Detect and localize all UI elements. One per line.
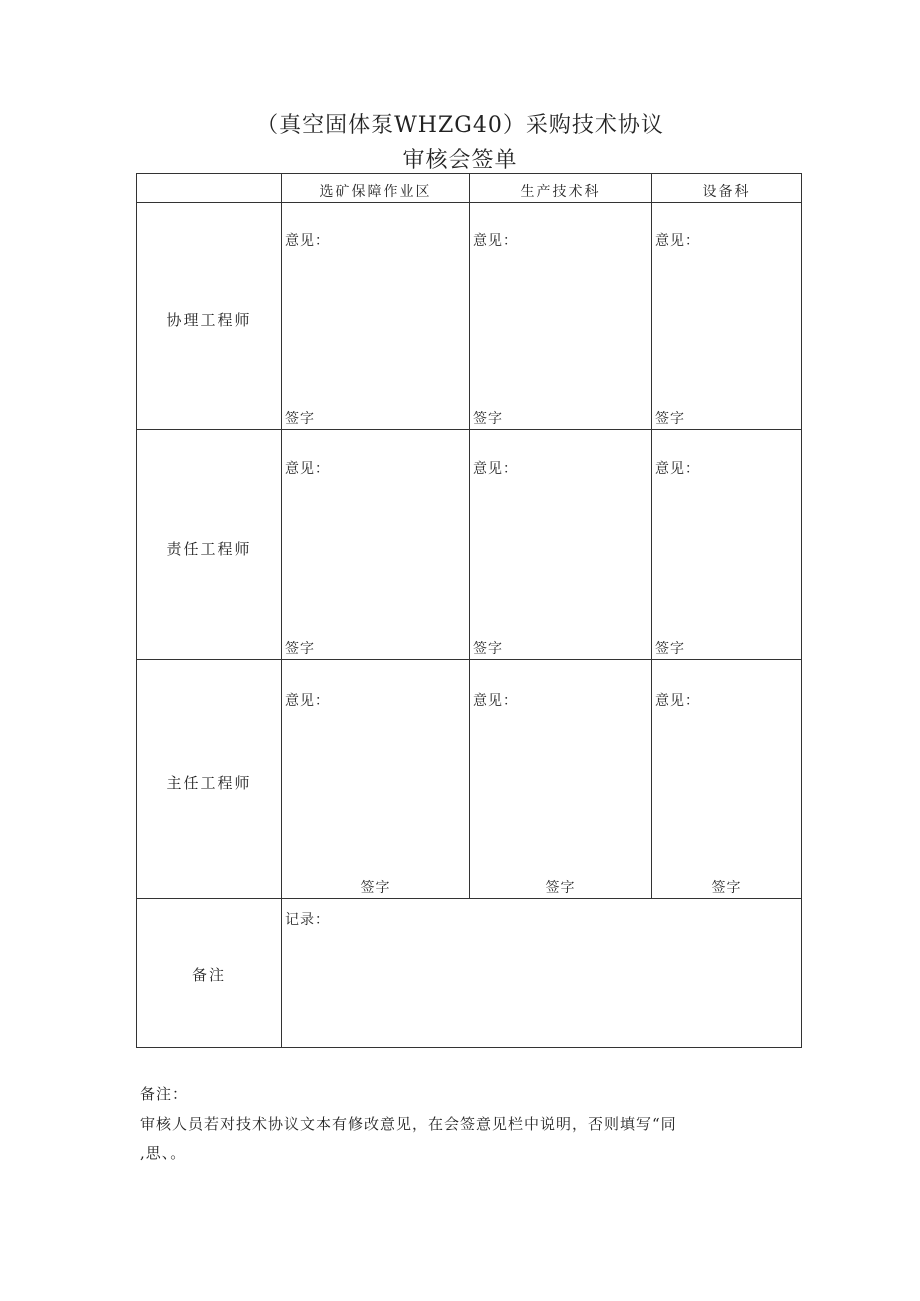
opinion-label: 意见： xyxy=(285,693,330,709)
signature-label: 签字 xyxy=(545,880,576,896)
review-signoff-table xyxy=(136,173,802,1048)
signature-label: 签字 xyxy=(473,411,503,427)
opinion-label: 意见： xyxy=(655,693,700,709)
signature-label: 签字 xyxy=(473,641,503,657)
signature-label: 签字 xyxy=(655,641,685,657)
signature-label: 签字 xyxy=(285,411,315,427)
row-role-chief-engineer: 主任工程师 xyxy=(166,774,252,792)
opinion-label: 意见： xyxy=(655,461,700,477)
table-border-right xyxy=(801,173,802,1048)
table-column-divider xyxy=(651,173,652,899)
row-role-assistant-engineer: 协理工程师 xyxy=(166,311,252,329)
table-border-bottom xyxy=(136,1047,802,1048)
document-title: （真空固体泵WHZG40）采购技术协议 xyxy=(256,113,664,138)
document-subtitle: 审核会签单 xyxy=(402,148,518,173)
opinion-label: 意见： xyxy=(473,461,518,477)
row-notes-label: 备注 xyxy=(191,966,226,984)
signature-label: 签字 xyxy=(711,880,742,896)
opinion-label: 意见： xyxy=(473,693,518,709)
row-role-responsible-engineer: 责任工程师 xyxy=(166,540,252,558)
table-column-divider xyxy=(281,173,282,1048)
column-header-mining-support: 选矿保障作业区 xyxy=(319,184,432,200)
opinion-label: 意见： xyxy=(285,461,330,477)
opinion-label: 意见： xyxy=(473,233,518,249)
signature-label: 签字 xyxy=(360,880,391,896)
remarks-heading: 备注： xyxy=(140,1085,189,1103)
opinion-label: 意见： xyxy=(655,233,700,249)
table-border-left xyxy=(136,173,137,1048)
signature-label: 签字 xyxy=(285,641,315,657)
table-column-divider xyxy=(469,173,470,899)
remarks-text-line: 审核人员若对技术协议文本有修改意见，在会签意见栏中说明，否则填写“同 xyxy=(140,1115,677,1133)
record-label: 记录： xyxy=(285,912,330,928)
signature-label: 签字 xyxy=(655,411,685,427)
opinion-label: 意见： xyxy=(285,233,330,249)
remarks-text-line: ,思、。 xyxy=(140,1144,187,1162)
column-header-equipment: 设备科 xyxy=(702,184,751,200)
column-header-production-tech: 生产技术科 xyxy=(520,184,601,200)
